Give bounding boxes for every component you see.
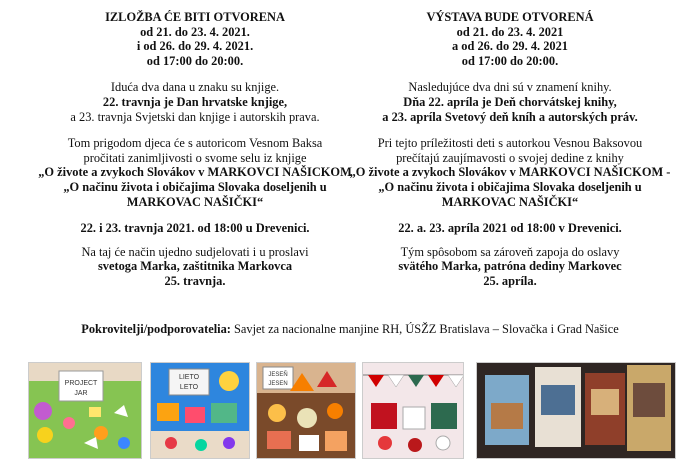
intro-2-sk: Dňa 22. apríla je Deň chorvátskej knihy, bbox=[403, 94, 617, 109]
photo-strip bbox=[0, 356, 700, 457]
author-line-2-sk: prečítajú zaujímavosti o svojej dedine z knihy bbox=[396, 150, 624, 165]
exhibition-title-hr: IZLOŽBA ĆE BITI OTVORENA bbox=[105, 10, 285, 24]
date-line-1-hr: od 21. do 23. 4. 2021. bbox=[140, 24, 250, 39]
photo-label-spring-b: JAR bbox=[74, 390, 88, 397]
intro-hr: Iduća dva dana u znaku su knjige. bbox=[110, 80, 280, 95]
photo-winter-crafts bbox=[362, 362, 464, 459]
book-title-1-hr: „O živote a zvykoch Slovákov v MARKOVCI NAŠICKOM bbox=[38, 165, 352, 180]
photo-label-summer-b: LETO bbox=[179, 384, 199, 391]
photo-summer-crafts bbox=[150, 362, 250, 459]
event-date-hr: 22. i 23. travnja 2021. od 18:00 u Drevenici. bbox=[80, 221, 310, 236]
winter-crafts-art bbox=[363, 363, 463, 458]
book-title-3-hr: MARKOVAC NAŠIČKI“ bbox=[126, 194, 264, 209]
date-line-2-sk: a od 26. do 29. 4. 2021 bbox=[451, 39, 568, 54]
date-line-2-hr: i od 26. do 29. 4. 2021. bbox=[136, 39, 254, 54]
book-title-2-sk: „O načinu života i običajima Slovaka doseljenih u bbox=[378, 179, 642, 194]
intro-1-sk: Nasledujúce dva dni sú v znamení knihy. bbox=[408, 80, 612, 95]
photo-spring-crafts bbox=[28, 362, 142, 459]
photo-label-summer-a: LIETO bbox=[178, 374, 200, 381]
photo-label-autumn-a: JESEŇ bbox=[268, 372, 288, 378]
celebration-line-2-hr: svetoga Marka, zaštitnika Markovca bbox=[97, 259, 293, 274]
photo-autumn-crafts bbox=[256, 362, 356, 459]
celebration-line-3-sk: 25. apríla. bbox=[483, 273, 537, 288]
celebration-line-1-sk: Tým spôsobom sa zároveň zapoja do oslavy bbox=[400, 244, 620, 259]
book-title-3-sk: MARKOVAC NAŠIČKI“ bbox=[441, 194, 579, 209]
sponsors-text: Savjet za nacionalne manjine RH, ÚSŽZ Bratislava – Slovačka i Grad Našice bbox=[234, 322, 619, 336]
summer-crafts-art bbox=[151, 363, 249, 458]
sponsors-label: Pokrovitelji/podporovatelia: bbox=[81, 322, 231, 336]
author-line-1-sk: Pri tejto príležitosti deti s autorkou Vesnou Baksovou bbox=[377, 136, 643, 151]
photo-label-autumn-b: JESEN bbox=[268, 381, 288, 387]
event-date-sk: 22. a. 23. apríla 2021 od 18:00 v Drevenici. bbox=[398, 221, 622, 236]
date-line-1-sk: od 21. do 23. 4. 2021 bbox=[456, 24, 564, 39]
photo-books bbox=[476, 362, 676, 459]
exhibition-title-sk: VÝSTAVA BUDE OTVORENÁ bbox=[426, 10, 594, 24]
time-line-sk: od 17:00 do 20:00. bbox=[461, 53, 559, 68]
intro-3-sk: a 23. apríla Svetový deň kníh a autorských práv. bbox=[382, 109, 638, 124]
book-title-1-sk: „O živote a zvykoch Slovákov v MARKOVCI NAŠICKOM - bbox=[349, 165, 671, 180]
time-line-hr: od 17:00 do 20:00. bbox=[146, 53, 244, 68]
book-title-2-hr: „O načinu života i običajima Slovaka doseljenih u bbox=[63, 179, 327, 194]
book-day-2-hr: a 23. travnja Svjetski dan knjige i autorskih prava. bbox=[70, 109, 320, 124]
autumn-crafts-art bbox=[257, 363, 355, 458]
books-art bbox=[477, 363, 675, 458]
book-day-1-hr: 22. travnja je Dan hrvatske knjige, bbox=[102, 94, 288, 109]
croatian-column bbox=[30, 10, 360, 289]
slovak-column bbox=[345, 10, 675, 289]
photo-label-spring-a: PROJECT bbox=[64, 380, 98, 387]
author-line-1-hr: Tom prigodom djeca će s autoricom Vesnom Baksa bbox=[67, 136, 323, 151]
spring-crafts-art bbox=[29, 363, 141, 458]
celebration-line-1-hr: Na taj će način ujedno sudjelovati i u proslavi bbox=[81, 244, 309, 259]
author-line-2-hr: pročitati zanimljivosti o svome selu iz knjige bbox=[83, 150, 307, 165]
celebration-line-2-sk: svätého Marka, patróna dediny Markovec bbox=[398, 259, 622, 274]
sponsors-line bbox=[0, 322, 700, 336]
celebration-line-3-hr: 25. travnja. bbox=[164, 273, 226, 288]
